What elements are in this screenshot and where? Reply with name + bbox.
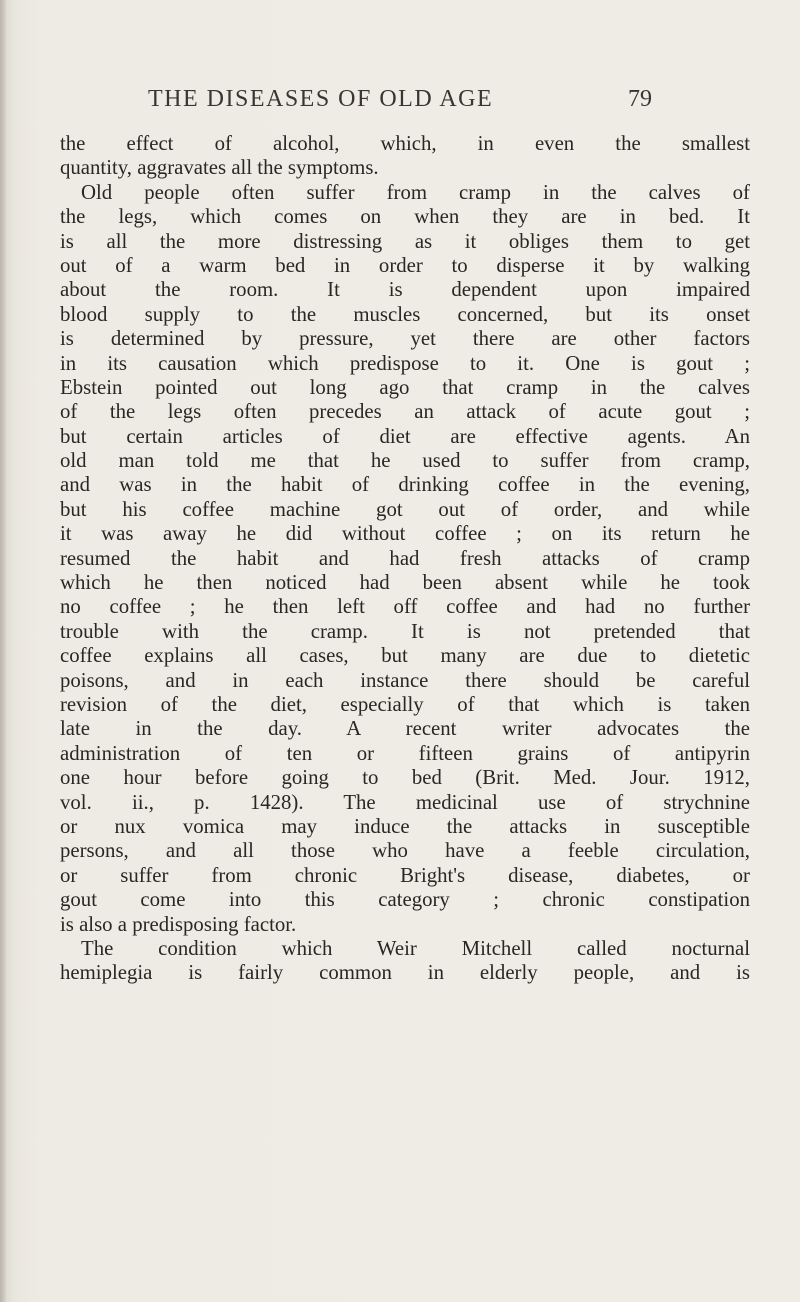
text-line: revision of the diet, especially of that which is taken [60, 692, 750, 716]
text-line: resumed the habit and had fresh attacks of cramp [60, 546, 750, 570]
text-line: vol. ii., p. 1428). The medicinal use of strychnine [60, 790, 750, 814]
text-line: but his coffee machine got out of order, and while [60, 497, 750, 521]
body-text [60, 132, 750, 986]
text-line: hemiplegia is fairly common in elderly people, and is [60, 961, 750, 985]
text-line: gout come into this category ; chronic constipation [60, 888, 750, 912]
text-line: coffee explains all cases, but many are due to dietetic [60, 644, 750, 668]
page-number: 79 [628, 86, 652, 112]
text-line: Ebstein pointed out long ago that cramp in the calves [60, 375, 750, 399]
text-line: in its causation which predispose to it. One is gout ; [60, 351, 750, 375]
text-line: or nux vomica may induce the attacks in susceptible [60, 814, 750, 838]
text-line: about the room. It is dependent upon impaired [60, 278, 750, 302]
text-line: no coffee ; he then left off coffee and had no further [60, 595, 750, 619]
text-line: quantity, aggravates all the symptoms. [60, 156, 379, 180]
text-line: of the legs often precedes an attack of acute gout ; [60, 400, 750, 424]
text-line: is all the more distressing as it obliges them to get [60, 229, 750, 253]
running-title: THE DISEASES OF OLD AGE [148, 86, 494, 112]
text-line: it was away he did without coffee ; on its return he [60, 522, 750, 546]
text-line: The condition which Weir Mitchell called nocturnal [81, 936, 750, 960]
page-binding-edge [0, 0, 6, 1302]
text-line: administration of ten or fifteen grains of antipyrin [60, 741, 750, 765]
running-head [148, 86, 652, 118]
text-line: or suffer from chronic Bright's disease, diabetes, or [60, 863, 750, 887]
text-line: trouble with the cramp. It is not pretended that [60, 619, 750, 643]
text-line: the effect of alcohol, which, in even the smallest [60, 132, 750, 155]
text-line: one hour before going to bed (Brit. Med. Jour. 1912, [60, 766, 750, 790]
text-line: which he then noticed had been absent while he took [60, 571, 750, 595]
text-line: and was in the habit of drinking coffee in the evening, [60, 473, 750, 497]
text-line: poisons, and in each instance there should be careful [60, 668, 750, 692]
text-line: is also a predisposing factor. [60, 912, 297, 936]
text-line: is determined by pressure, yet there are other factors [60, 327, 750, 351]
text-line: persons, and all those who have a feeble circulation, [60, 839, 750, 863]
text-line: blood supply to the muscles concerned, but its onset [60, 302, 750, 326]
text-line: the legs, which comes on when they are in bed. It [60, 205, 750, 229]
text-line: out of a warm bed in order to disperse it by walking [60, 253, 750, 277]
text-line: old man told me that he used to suffer from cramp, [60, 449, 750, 473]
text-line: late in the day. A recent writer advocates the [60, 717, 750, 741]
text-line: but certain articles of diet are effective agents. An [60, 424, 750, 448]
text-line: Old people often suffer from cramp in the calves of [81, 180, 750, 204]
